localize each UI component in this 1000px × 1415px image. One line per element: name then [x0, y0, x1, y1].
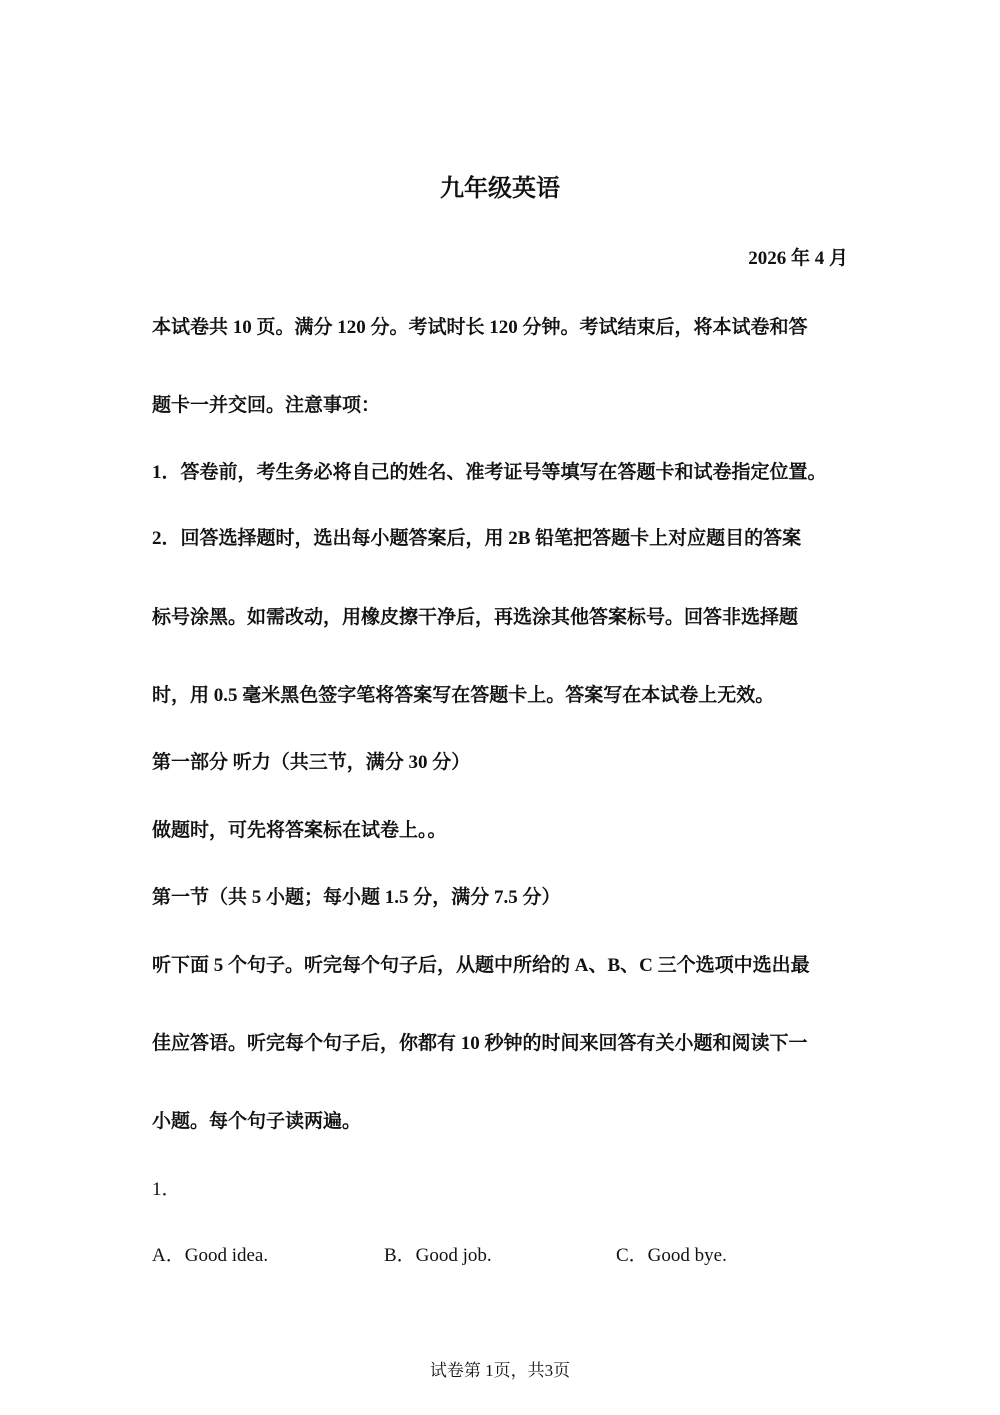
section1-heading: 第一节（共 5 小题；每小题 1.5 分，满分 7.5 分）	[152, 887, 561, 908]
intro-line-1: 本试卷共 10 页。满分 120 分。考试时长 120 分钟。考试结束后，将本试卷和答	[152, 317, 808, 338]
note-1: 1．答卷前，考生务必将自己的姓名、准考证号等填写在答题卡和试卷指定位置。	[152, 462, 827, 483]
section1-instruction-line-2: 佳应答语。听完每个句子后，你都有 10 秒钟的时间来回答有关小题和阅读下一	[152, 1033, 808, 1054]
question-1-option-b: B．Good job.	[384, 1245, 492, 1266]
page-footer: 试卷第 1页，共3页	[429, 1361, 571, 1380]
section1-instruction-line-3: 小题。每个句子读两遍。	[152, 1111, 362, 1132]
exam-date: 2026 年 4 月	[748, 248, 848, 269]
part1-heading: 第一部分 听力（共三节，满分 30 分）	[152, 752, 471, 773]
section1-instruction-line-1: 听下面 5 个句子。听完每个句子后，从题中所给的 A、B、C 三个选项中选出最	[152, 955, 810, 976]
intro-line-2: 题卡一并交回。注意事项：	[152, 395, 381, 416]
note-2-line-2: 标号涂黑。如需改动，用橡皮擦干净后，再选涂其他答案标号。回答非选择题	[152, 607, 799, 628]
question-1-option-c: C．Good bye.	[616, 1245, 727, 1266]
question-1-option-a: A．Good idea.	[152, 1245, 269, 1266]
part1-instruction: 做题时，可先将答案标在试卷上。。	[152, 820, 447, 841]
note-2-line-1: 2．回答选择题时，选出每小题答案后，用 2B 铅笔把答题卡上对应题目的答案	[152, 528, 802, 549]
question-1-number: 1．	[152, 1179, 181, 1200]
note-2-line-3: 时，用 0.5 毫米黑色签字笔将答案写在答题卡上。答案写在本试卷上无效。	[152, 685, 775, 706]
page-title: 九年级英语	[440, 174, 560, 202]
